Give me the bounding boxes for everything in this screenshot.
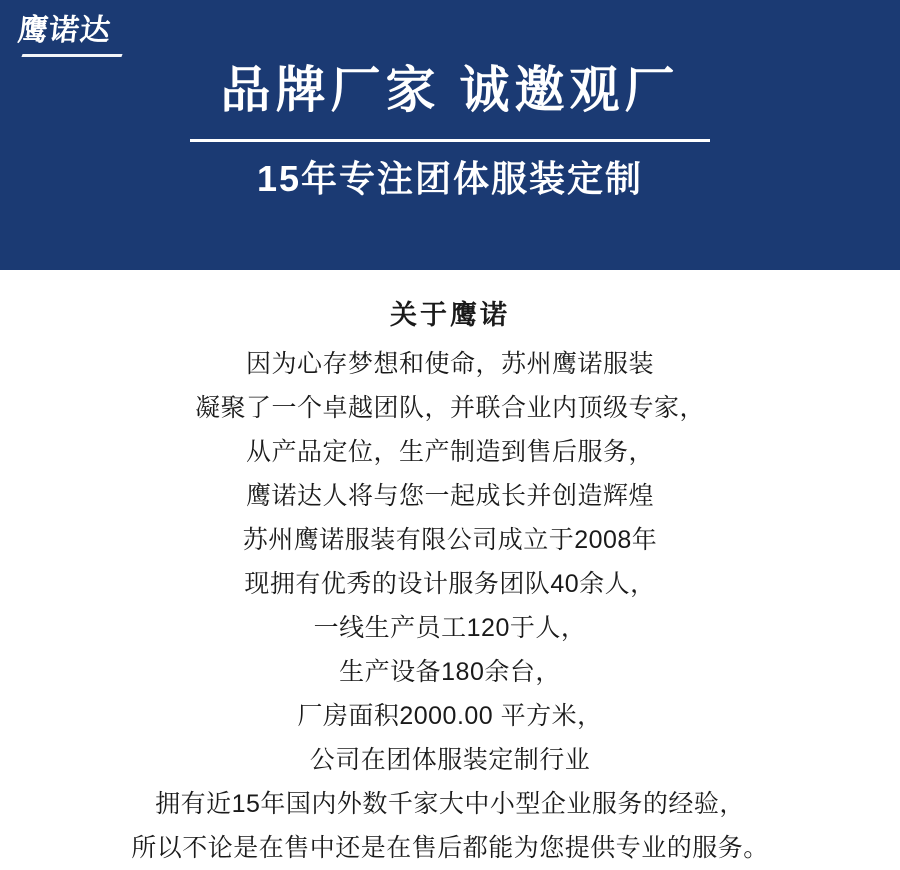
banner-divider [190,139,710,142]
banner-subtitle: 15年专注团体服装定制 [256,158,644,200]
about-line: 鹰诺达人将与您一起成长并创造辉煌 [245,482,654,510]
about-section [0,270,900,870]
hero-banner [0,0,900,270]
about-line: 现拥有优秀的设计服务团队40余人， [244,570,656,598]
about-line: 拥有近15年国内外数千家大中小型企业服务的经验， [155,790,745,818]
banner-subtitle-group [190,139,710,203]
banner-title: 品牌厂家 诚邀观厂 [220,61,680,118]
about-title: 关于鹰诺 [390,300,510,330]
about-line: 一线生产员工120于人， [313,614,587,642]
about-line: 凝聚了一个卓越团队，并联合业内顶级专家， [194,394,705,422]
about-body [0,342,900,870]
brand-logo-text: 鹰诺达 [16,14,113,47]
about-line: 厂房面积2000.00 平方米， [297,702,603,730]
about-line: 生产设备180余台， [339,658,561,686]
about-line: 公司在团体服装定制行业 [309,746,591,774]
about-line: 因为心存梦想和使命，苏州鹰诺服装 [245,350,654,378]
about-line: 苏州鹰诺服装有限公司成立于2008年 [242,526,658,554]
about-line: 所以不论是在售中还是在售后都能为您提供专业的服务。 [131,834,769,862]
banner-content [0,0,900,270]
about-line: 从产品定位，生产制造到售后服务， [245,438,654,466]
